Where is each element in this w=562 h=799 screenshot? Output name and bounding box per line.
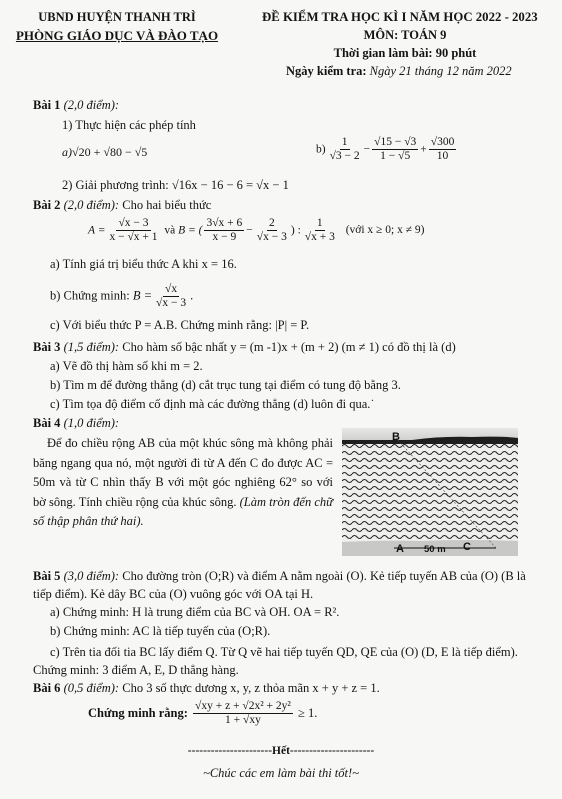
- expr-B-frac2: [255, 217, 289, 244]
- bai4-points: (1,0 điểm):: [63, 416, 120, 430]
- frac-denominator: x − 9: [212, 231, 237, 244]
- bai1-q2-label: 2) Giải phương trình:: [62, 178, 169, 192]
- bai1-a-prefix: a): [62, 145, 72, 159]
- minus-sign: −: [363, 143, 371, 156]
- river-waves: [342, 444, 518, 544]
- bai3-points: (1,5 điểm):: [63, 340, 120, 354]
- frac-numerator: 1: [315, 217, 325, 231]
- bai1-q1: 1) Thực hiện các phép tính: [62, 118, 196, 132]
- bai3-b: b) Tìm m để đường thẳng (d) cắt trục tung tại điểm có tung độ bằng 3.: [50, 378, 401, 392]
- frac-denominator: 1 − √5: [380, 150, 411, 163]
- department-name: UBND HUYỆN THANH TRÌ: [38, 10, 196, 24]
- bai2-b-prefix: b) Chứng minh:: [50, 288, 130, 303]
- bai1-b-frac3: [429, 136, 457, 163]
- frac-denominator: √x − 3: [156, 297, 187, 310]
- exam-date-value: Ngày 21 tháng 12 năm 2022: [369, 64, 512, 78]
- frac-numerator: √x: [163, 283, 179, 297]
- bai1-b-frac2: [372, 136, 418, 163]
- bai5-text: Cho đường tròn (O;R) và điểm A nằm ngoài (O). Kẻ tiếp tuyến AB của (O) (B là tiếp điểm). Kẻ dây BC của (O) vuông góc với OA tại H.: [33, 569, 526, 601]
- bai1-b: [316, 136, 458, 163]
- exam-date: [286, 64, 512, 79]
- bai4-title: Bài 4: [33, 416, 61, 430]
- bai3-c: c) Tìm tọa độ điểm cố định mà các đường thẳng (d) luôn đi qua.˙: [50, 397, 375, 411]
- frac-denominator: √3 − 2: [329, 150, 360, 163]
- exam-duration: Thời gian làm bài: 90 phút: [333, 46, 477, 60]
- office-name: PHÒNG GIÁO DỤC VÀ ĐÀO TẠO: [15, 28, 219, 43]
- point-C-label: C: [463, 541, 471, 553]
- end-marker: ----------------------Hết----------------------: [187, 745, 375, 757]
- bai6-points: (0,5 điểm):: [63, 681, 120, 695]
- bai4-text: Để đo chiều rộng AB của một khúc sông mà không phải băng ngang qua nó, một người đi từ A đến C đo được AC = 50m và từ C nhìn thấy B với một góc nghiêng 62° so với bờ sông. Tính chiều rộng của khúc sông.: [33, 436, 333, 509]
- bai6-prove: [88, 700, 317, 727]
- and-word: và: [164, 224, 176, 237]
- closing-wish: ~Chúc các em làm bài thi tốt!~: [203, 766, 359, 780]
- bai1-b-frac1: [328, 136, 362, 163]
- bai6-prove-label: Chứng minh rằng:: [88, 706, 188, 721]
- period: .: [190, 288, 194, 303]
- expr-B-frac1: [204, 217, 244, 244]
- bai5-a: a) Chứng minh: H là trung điểm của BC và OH. OA = R².: [50, 605, 340, 619]
- bai1-heading: [33, 98, 119, 113]
- divide-sign: ) :: [290, 224, 301, 237]
- bai2-b: [50, 283, 193, 310]
- bai6-heading: [33, 681, 380, 696]
- bai4-body: [33, 434, 333, 532]
- bai3-heading: [33, 340, 456, 355]
- frac-numerator: √15 − √3: [372, 136, 418, 150]
- exam-subject: MÔN: TOÁN 9: [363, 28, 447, 42]
- bai5-intro: [33, 567, 533, 603]
- frac-numerator: √300: [429, 136, 457, 150]
- frac-numerator: 3√x + 6: [204, 217, 244, 231]
- bai5-points: (3,0 điểm):: [63, 569, 120, 583]
- expr-A-frac: [107, 217, 159, 244]
- bai1-a-expr: √20 + √80 − √5: [72, 145, 148, 159]
- bai2-title: Bài 2: [33, 198, 61, 212]
- bai6-frac: [193, 700, 293, 727]
- bai2-a: a) Tính giá trị biểu thức A khi x = 16.: [50, 257, 237, 271]
- bai2-b-lhs: B =: [132, 288, 153, 303]
- bai3-title: Bài 3: [33, 340, 61, 354]
- frac-denominator: 10: [436, 150, 449, 163]
- frac-denominator: 1 + √xy: [225, 714, 261, 727]
- bai2-intro: Cho hai biểu thức: [122, 198, 212, 212]
- bai2-points: (2,0 điểm):: [63, 198, 120, 212]
- bai1-q2: [62, 178, 289, 193]
- river-figure: [342, 428, 518, 556]
- bai1-a: [62, 145, 147, 160]
- bai2-expressions: [88, 217, 424, 244]
- exam-title: ĐỀ KIỂM TRA HỌC KÌ I NĂM HỌC 2022 - 2023: [262, 10, 538, 24]
- bai1-q2-expr: √16x − 16 − 6 = √x − 1: [171, 178, 289, 192]
- distance-label: 50 m: [424, 544, 446, 555]
- frac-denominator: √x + 3: [304, 231, 335, 244]
- bai4-heading: [33, 416, 119, 431]
- point-A-label: A: [396, 543, 404, 555]
- frac-denominator: √x − 3: [256, 231, 287, 244]
- frac-numerator: √x − 3: [116, 217, 150, 231]
- bai5-title: Bài 5: [33, 569, 61, 583]
- bai5-c: c) Trên tia đối tia BC lấy điểm Q. Từ Q vẽ hai tiếp tuyến QD, QE của (O) (D, E là tiếp điểm). Chứng minh: 3 điểm A, E, D thẳng hàng.: [33, 645, 518, 677]
- bai1-b-prefix: b): [316, 143, 326, 156]
- bai5-b: b) Chứng minh: AC là tiếp tuyến của (O;R).: [50, 624, 271, 638]
- bai2-heading: [33, 198, 211, 213]
- bai3-intro: Cho hàm số bậc nhất y = (m -1)x + (m + 2) (m ≠ 1) có đồ thị là (d): [122, 340, 456, 354]
- expr-A-lhs: A =: [88, 224, 106, 237]
- exam-date-label: Ngày kiểm tra:: [286, 64, 367, 78]
- bai3-a: a) Vẽ đồ thị hàm số khi m = 2.: [50, 359, 203, 373]
- frac-numerator: 2: [267, 217, 277, 231]
- bai2-b-frac: [154, 283, 188, 310]
- frac-denominator: x − √x + 1: [109, 231, 158, 244]
- bai4-note: (Làm tròn đến chữ số thập phân thứ hai).: [33, 494, 333, 528]
- bai2-c: c) Với biểu thức P = A.B. Chứng minh rằng: |P| = P.: [50, 318, 310, 332]
- bai6-intro: Cho 3 số thực dương x, y, z thỏa mãn x + y + z = 1.: [122, 681, 380, 695]
- point-B-label: B: [392, 431, 400, 443]
- bai2-condition: (với x ≥ 0; x ≠ 9): [345, 224, 425, 237]
- expr-B-frac3: [303, 217, 337, 244]
- plus-sign: +: [420, 143, 427, 156]
- bai1-points: (2,0 điểm):: [63, 98, 120, 112]
- bai6-title: Bài 6: [33, 681, 61, 695]
- bai6-ineq: ≥ 1.: [297, 706, 318, 721]
- minus-sign: −: [246, 224, 253, 237]
- frac-numerator: 1: [340, 136, 350, 150]
- frac-numerator: √xy + z + √2x² + 2y²: [193, 700, 293, 714]
- bai1-title: Bài 1: [33, 98, 61, 112]
- expr-B-lhs: B = (: [178, 224, 203, 237]
